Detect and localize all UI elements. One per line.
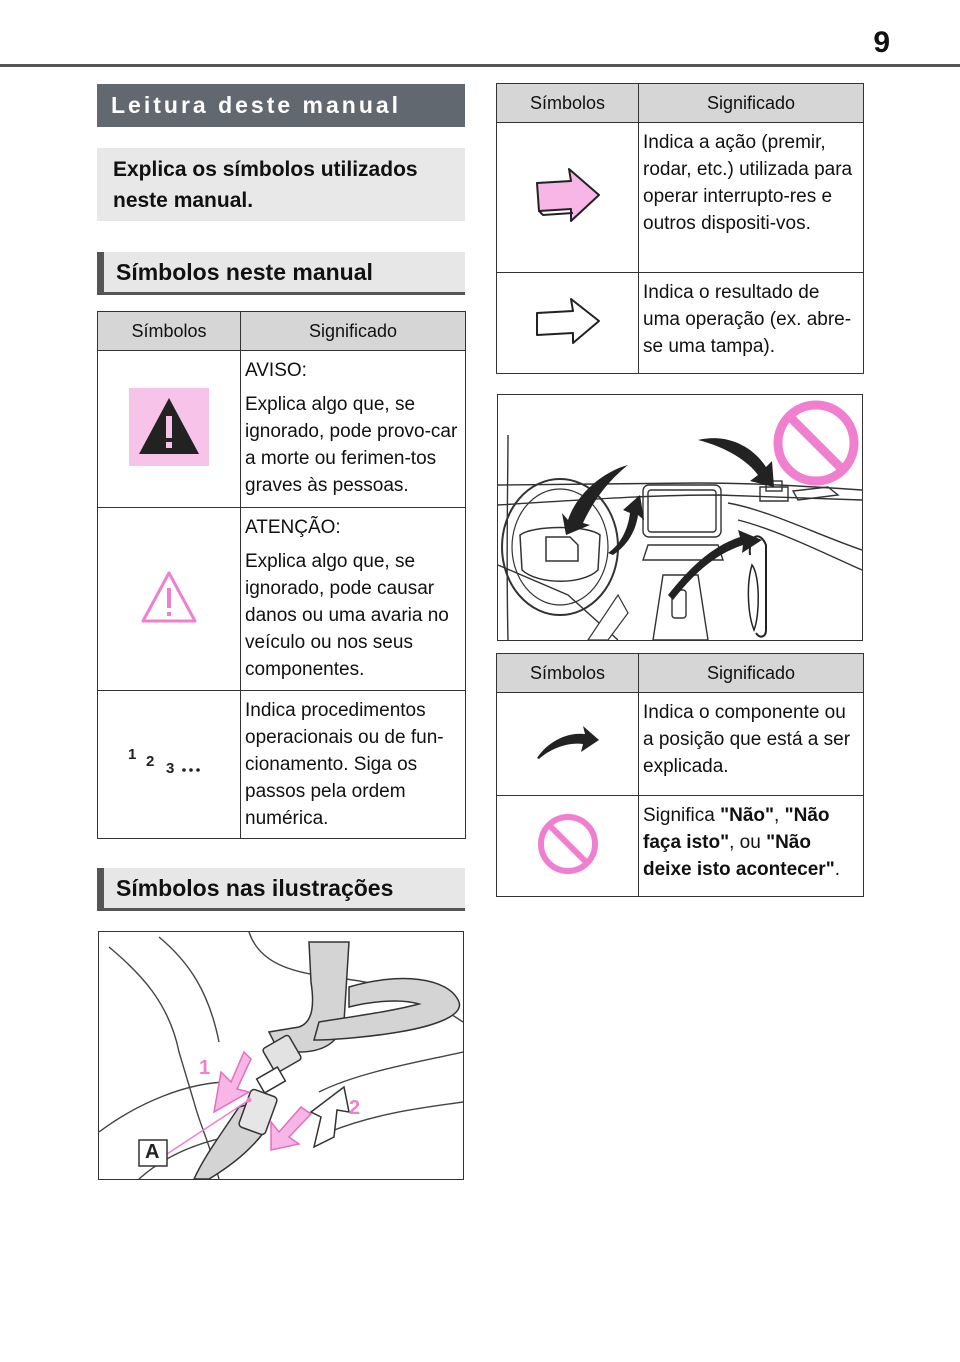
page-number: 9 xyxy=(873,26,890,59)
dashboard-drawing xyxy=(498,395,862,640)
col-header-symbols: Símbolos xyxy=(497,84,639,123)
meaning-cell xyxy=(639,796,864,897)
prohibition-text: Significa "Não", "Não faça isto", ou "Não deixe isto acontecer". xyxy=(643,805,840,880)
symbol-cell xyxy=(497,796,639,897)
svg-text:2: 2 xyxy=(146,753,155,770)
result-arrow-text: Indica o resultado de uma operação (ex. abre-se uma tampa). xyxy=(643,282,852,357)
meaning-cell xyxy=(241,691,466,839)
meaning-cell xyxy=(639,693,864,796)
warning-text: Explica algo que, se ignorado, pode provo-car a morte ou ferimen-tos graves às pessoas. xyxy=(245,394,458,496)
seatbelt-illustration xyxy=(98,931,464,1180)
symbol-cell xyxy=(497,693,639,796)
col-header-meaning: Significado xyxy=(639,84,864,123)
warning-label: AVISO: xyxy=(245,360,307,381)
col-header-symbols: Símbolos xyxy=(497,654,639,693)
svg-text:3: 3 xyxy=(166,760,175,777)
col-header-meaning: Significado xyxy=(241,312,466,351)
symbols-table xyxy=(97,311,466,839)
intro-box: Explica os símbolos utilizados neste manual. xyxy=(97,148,465,221)
chapter-banner: Leitura deste manual xyxy=(97,84,465,127)
meaning-cell xyxy=(639,123,864,273)
symbol-cell xyxy=(98,508,241,691)
step-numbers-icon xyxy=(126,745,212,779)
meaning-cell xyxy=(639,273,864,374)
symbol-cell xyxy=(98,351,241,508)
section-heading-illustrations: Símbolos nas ilustrações xyxy=(97,868,465,911)
warning-triangle-filled-icon xyxy=(129,388,209,466)
meaning-cell xyxy=(241,351,466,508)
symbol-cell xyxy=(497,273,639,374)
prohibition-icon xyxy=(537,813,599,875)
action-arrow-text: Indica a ação (premir, rodar, etc.) utilizada para operar interrupto-res e outros dispositi-vos. xyxy=(643,132,853,234)
svg-text:1: 1 xyxy=(128,746,137,763)
caution-triangle-outline-icon xyxy=(139,569,199,625)
caution-text: Explica algo que, se ignorado, pode causar danos ou uma avaria no veículo ou nos seus componentes. xyxy=(245,551,449,680)
col-header-symbols: Símbolos xyxy=(98,312,241,351)
caution-label: ATENÇÃO: xyxy=(245,517,341,538)
illustration-symbols-table xyxy=(496,653,864,897)
symbol-cell xyxy=(98,691,241,839)
arrow-symbols-table xyxy=(496,83,864,374)
curved-pointer-arrow-icon xyxy=(535,724,601,760)
steps-text: Indica procedimentos operacionais ou de fun-cionamento. Siga os passos pela ordem numérica. xyxy=(245,700,444,829)
label-a: A xyxy=(145,1141,160,1163)
label-2: 2 xyxy=(349,1097,361,1119)
dashboard-illustration xyxy=(497,394,863,641)
symbol-cell xyxy=(497,123,639,273)
outline-result-arrow-icon xyxy=(535,297,601,345)
header-rule xyxy=(0,64,960,67)
meaning-cell xyxy=(241,508,466,691)
col-header-meaning: Significado xyxy=(639,654,864,693)
label-1: 1 xyxy=(199,1057,211,1079)
pointer-arrow-text: Indica o componente ou a posição que está a ser explicada. xyxy=(643,702,851,777)
section-heading-symbols: Símbolos neste manual xyxy=(97,252,465,295)
pink-action-arrow-icon xyxy=(535,167,601,223)
